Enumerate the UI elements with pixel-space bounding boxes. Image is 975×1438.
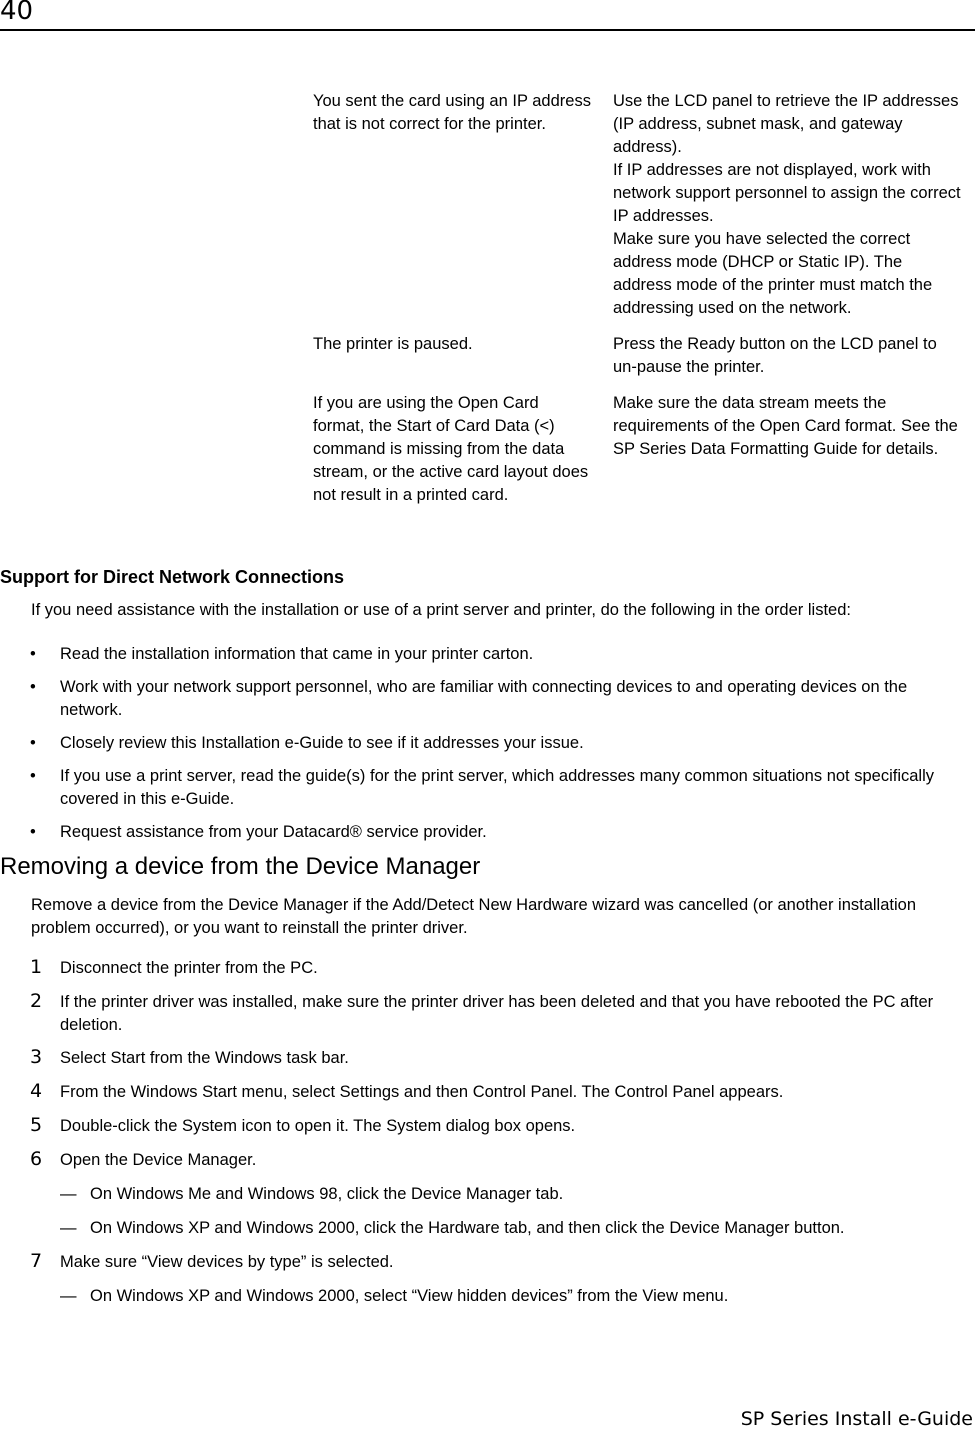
sub-step-text: On Windows Me and Windows 98, click the Device Manager tab. <box>90 1185 564 1203</box>
list-item <box>0 676 965 722</box>
list-item-text: Request assistance from your Datacard® service provider. <box>60 823 487 841</box>
problem-cell: If you are using the Open Card format, the Start of Card Data (<) command is missing from the data stream, or the active card layout does not result in a printed card. <box>313 394 589 504</box>
dash-icon: — <box>60 1185 77 1203</box>
header-rule <box>0 29 975 31</box>
table-row <box>313 333 963 379</box>
removal-steps <box>0 957 975 1308</box>
step-number: 1 <box>30 956 43 978</box>
bullet-icon: • <box>30 823 36 841</box>
step-text: Disconnect the printer from the PC. <box>60 959 318 977</box>
bullet-icon: • <box>30 734 36 752</box>
step-item <box>0 1047 975 1070</box>
troubleshooting-table <box>313 90 963 507</box>
list-item <box>0 643 965 666</box>
step-number: 5 <box>30 1114 43 1136</box>
footer-title: SP Series Install e-Guide <box>740 1408 973 1430</box>
step-text: Open the Device Manager. <box>60 1151 257 1169</box>
step-number: 3 <box>30 1046 43 1068</box>
step-number: 7 <box>30 1250 43 1272</box>
list-item <box>0 732 965 755</box>
list-item <box>0 765 965 811</box>
dash-icon: — <box>60 1219 77 1237</box>
solution-line: Make sure you have selected the correct address mode (DHCP or Static IP). The address mode of the printer must match the addressing used on the network. <box>613 230 933 317</box>
removal-intro: Remove a device from the Device Manager if the Add/Detect New Hardware wizard was cancelled (or another installation problem occurred), or you want to reinstall the printer driver. <box>31 896 917 937</box>
solution-line: If IP addresses are not displayed, work with network support personnel to assign the correct IP addresses. <box>613 161 961 225</box>
solution-line: Make sure the data stream meets the requirements of the Open Card format. See the SP Series Data Formatting Guide for details. <box>613 394 958 458</box>
list-item-text: Work with your network support personnel, who are familiar with connecting devices to and operating devices on the network. <box>60 678 908 719</box>
step-item <box>0 1115 975 1138</box>
list-item-text: If you use a print server, read the guide(s) for the print server, which addresses many common situations not specifically covered in this e-Guide. <box>60 767 934 808</box>
solution-cell <box>613 392 963 507</box>
step-text: Make sure “View devices by type” is selected. <box>60 1253 394 1271</box>
sub-step-item <box>0 1285 975 1308</box>
step-text: Double-click the System icon to open it. The System dialog box opens. <box>60 1117 576 1135</box>
support-intro: If you need assistance with the installation or use of a print server and printer, do the following in the order listed: <box>31 601 851 619</box>
removal-heading: Removing a device from the Device Manager <box>0 853 481 880</box>
table-row <box>313 392 963 507</box>
dash-icon: — <box>60 1287 77 1305</box>
table-row <box>313 90 963 320</box>
step-text: From the Windows Start menu, select Settings and then Control Panel. The Control Panel appears. <box>60 1083 784 1101</box>
bullet-icon: • <box>30 767 36 785</box>
step-item <box>0 1251 975 1274</box>
list-item-text: Read the installation information that came in your printer carton. <box>60 645 534 663</box>
solution-line: Press the Ready button on the LCD panel to un-pause the printer. <box>613 335 937 376</box>
step-number: 2 <box>30 990 43 1012</box>
step-text: Select Start from the Windows task bar. <box>60 1049 349 1067</box>
sub-step-item <box>0 1217 975 1240</box>
page-number: 40 <box>0 0 34 26</box>
step-item <box>0 991 975 1037</box>
sub-step-text: On Windows XP and Windows 2000, select “View hidden devices” from the View menu. <box>90 1287 729 1305</box>
problem-cell: You sent the card using an IP address that is not correct for the printer. <box>313 92 591 133</box>
bullet-icon: • <box>30 678 36 696</box>
step-item <box>0 957 975 980</box>
problem-cell: The printer is paused. <box>313 335 473 353</box>
step-text: If the printer driver was installed, make sure the printer driver has been deleted and that you have rebooted the PC after deletion. <box>60 993 934 1034</box>
sub-step-text: On Windows XP and Windows 2000, click the Hardware tab, and then click the Device Manager button. <box>90 1219 845 1237</box>
sub-step-item <box>0 1183 975 1206</box>
solution-cell <box>613 90 963 320</box>
list-item-text: Closely review this Installation e-Guide to see if it addresses your issue. <box>60 734 584 752</box>
solution-line: Use the LCD panel to retrieve the IP addresses (IP address, subnet mask, and gateway address). <box>613 92 959 156</box>
step-number: 4 <box>30 1080 43 1102</box>
step-item <box>0 1149 975 1172</box>
bullet-icon: • <box>30 645 36 663</box>
solution-cell <box>613 333 963 379</box>
support-bullet-list <box>0 643 975 854</box>
step-item <box>0 1081 975 1104</box>
support-heading: Support for Direct Network Connections <box>0 567 345 587</box>
list-item <box>0 821 965 844</box>
step-number: 6 <box>30 1148 43 1170</box>
